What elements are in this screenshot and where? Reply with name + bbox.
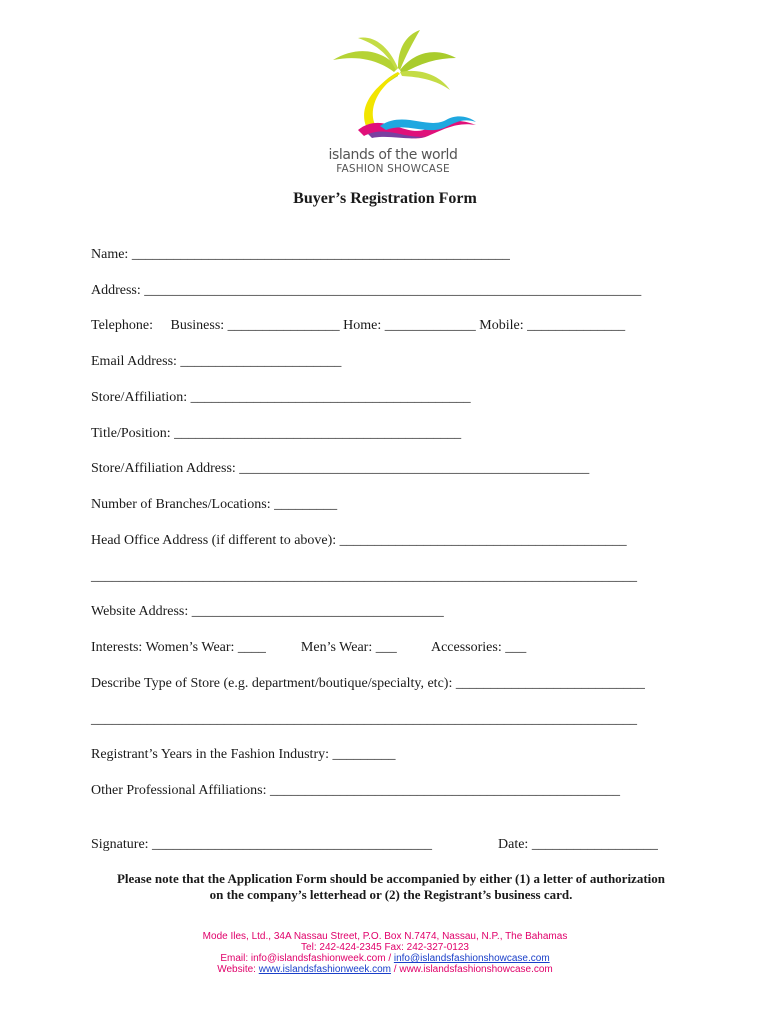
- interests-field[interactable]: Interests: Women’s Wear: ____ Men’s Wear: ___ Accessories: ___: [91, 640, 527, 655]
- address-field[interactable]: Address: _______________________________________________________________________: [91, 283, 642, 298]
- notice: [0, 871, 770, 903]
- telephone-field[interactable]: Telephone: Business: ________________ Home: _____________ Mobile: ______________: [91, 318, 626, 333]
- branches-field[interactable]: Number of Branches/Locations: _________: [91, 497, 338, 512]
- email-field[interactable]: Email Address: _______________________: [91, 354, 342, 369]
- footer-email: [0, 953, 770, 964]
- store-type-field[interactable]: Describe Type of Store (e.g. department/boutique/specialty, etc): ___________________________: [91, 676, 645, 691]
- logo-text-line1: islands of the world: [328, 147, 458, 163]
- footer-address: Mode Iles, Ltd., 34A Nassau Street, P.O. Box N.7474, Nassau, N.P., The Bahamas: [202, 931, 568, 942]
- palm-tree-logo-icon: [328, 30, 478, 145]
- store-address-field[interactable]: Store/Affiliation Address: __________________________________________________: [91, 461, 590, 476]
- footer-phone: Tel: 242-424-2345 Fax: 242-327-0123: [301, 942, 469, 953]
- date-field[interactable]: Date: __________________: [498, 837, 658, 852]
- footer-email-link[interactable]: info@islandsfashionshowcase.com: [393, 953, 550, 964]
- name-field[interactable]: Name: ______________________________________________________: [91, 247, 510, 262]
- notice-line2: on the company’s letterhead or (2) the Registrant’s business card.: [209, 887, 573, 902]
- logo-text-line2: FASHION SHOWCASE: [336, 163, 450, 175]
- title-position-field[interactable]: Title/Position: _________________________________________: [91, 426, 462, 441]
- form-title: Buyer’s Registration Form: [293, 190, 477, 207]
- footer-website: [0, 964, 770, 975]
- footer: [0, 931, 770, 975]
- footer-website-link[interactable]: www.islandsfashionweek.com: [258, 964, 392, 975]
- head-office-continuation[interactable]: ______________________________________________________________________________: [91, 569, 637, 584]
- notice-line1: Please note that the Application Form should be accompanied by either (1) a letter of authorization: [116, 871, 665, 886]
- head-office-field[interactable]: Head Office Address (if different to above): _________________________________________: [91, 533, 627, 548]
- store-type-continuation[interactable]: ______________________________________________________________________________: [91, 712, 637, 727]
- islands-logo: [318, 30, 478, 180]
- footer-website-suffix: / www.islandsfashionshowcase.com: [391, 964, 553, 975]
- website-field[interactable]: Website Address: ____________________________________: [91, 604, 444, 619]
- affiliations-field[interactable]: Other Professional Affiliations: __________________________________________________: [91, 783, 620, 798]
- footer-website-prefix: Website:: [217, 964, 259, 975]
- years-field[interactable]: Registrant’s Years in the Fashion Industry: _________: [91, 747, 396, 762]
- footer-email-prefix: Email: info@islandsfashionweek.com /: [220, 953, 394, 964]
- signature-field[interactable]: Signature: ________________________________________: [91, 837, 433, 852]
- store-affiliation-field[interactable]: Store/Affiliation: ________________________________________: [91, 390, 471, 405]
